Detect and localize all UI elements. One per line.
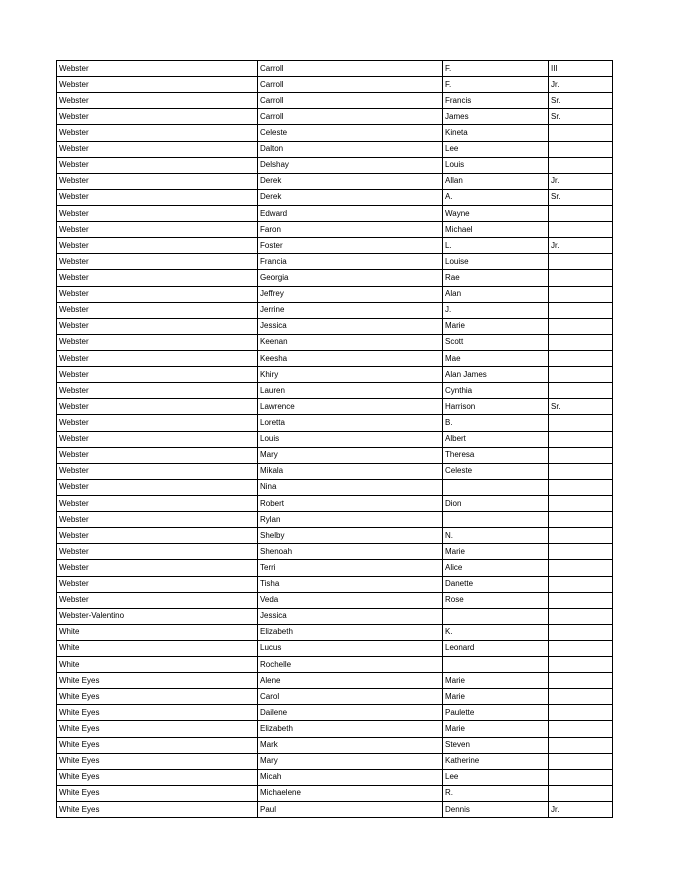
first-name-cell: Lucus — [258, 640, 443, 656]
last-name-cell: White Eyes — [57, 753, 258, 769]
last-name-cell: Webster — [57, 77, 258, 93]
table-row — [57, 785, 613, 801]
middle-name-cell: Marie — [443, 318, 549, 334]
table-row — [57, 415, 613, 431]
first-name-cell: Foster — [258, 238, 443, 254]
table-row — [57, 673, 613, 689]
first-name-cell: Mark — [258, 737, 443, 753]
first-name-cell: Edward — [258, 205, 443, 221]
first-name-cell: Alene — [258, 673, 443, 689]
last-name-cell: Webster — [57, 576, 258, 592]
suffix-cell — [549, 286, 613, 302]
first-name-cell: Nina — [258, 479, 443, 495]
last-name-cell: Webster — [57, 528, 258, 544]
table-row — [57, 205, 613, 221]
table-row — [57, 463, 613, 479]
last-name-cell: Webster — [57, 399, 258, 415]
middle-name-cell: Rose — [443, 592, 549, 608]
middle-name-cell: Mae — [443, 350, 549, 366]
first-name-cell: Louis — [258, 431, 443, 447]
middle-name-cell: Harrison — [443, 399, 549, 415]
table-row — [57, 512, 613, 528]
table-row — [57, 189, 613, 205]
suffix-cell — [549, 689, 613, 705]
table-row — [57, 383, 613, 399]
last-name-cell: Webster — [57, 222, 258, 238]
table-row — [57, 367, 613, 383]
middle-name-cell: Wayne — [443, 205, 549, 221]
table-row — [57, 640, 613, 656]
last-name-cell: Webster — [57, 61, 258, 77]
table-row — [57, 141, 613, 157]
last-name-cell: Webster — [57, 125, 258, 141]
suffix-cell — [549, 544, 613, 560]
middle-name-cell: F. — [443, 77, 549, 93]
table-row — [57, 705, 613, 721]
table-row — [57, 447, 613, 463]
table-row — [57, 318, 613, 334]
last-name-cell: White Eyes — [57, 737, 258, 753]
middle-name-cell: Marie — [443, 673, 549, 689]
middle-name-cell: Albert — [443, 431, 549, 447]
middle-name-cell: L. — [443, 238, 549, 254]
first-name-cell: Rylan — [258, 512, 443, 528]
suffix-cell — [549, 705, 613, 721]
suffix-cell — [549, 141, 613, 157]
last-name-cell: White Eyes — [57, 705, 258, 721]
suffix-cell — [549, 205, 613, 221]
table-row — [57, 544, 613, 560]
middle-name-cell — [443, 657, 549, 673]
suffix-cell — [549, 302, 613, 318]
names-table — [56, 60, 613, 818]
last-name-cell: Webster — [57, 270, 258, 286]
first-name-cell: Keesha — [258, 350, 443, 366]
middle-name-cell: Lee — [443, 769, 549, 785]
last-name-cell: White — [57, 657, 258, 673]
middle-name-cell: K. — [443, 624, 549, 640]
middle-name-cell: Danette — [443, 576, 549, 592]
middle-name-cell: Celeste — [443, 463, 549, 479]
last-name-cell: Webster — [57, 447, 258, 463]
first-name-cell: Derek — [258, 173, 443, 189]
suffix-cell — [549, 657, 613, 673]
middle-name-cell: Marie — [443, 721, 549, 737]
suffix-cell — [549, 367, 613, 383]
suffix-cell — [549, 383, 613, 399]
suffix-cell — [549, 560, 613, 576]
first-name-cell: Michaelene — [258, 785, 443, 801]
last-name-cell: Webster — [57, 286, 258, 302]
middle-name-cell: R. — [443, 785, 549, 801]
suffix-cell: Sr. — [549, 189, 613, 205]
suffix-cell: III — [549, 61, 613, 77]
suffix-cell: Jr. — [549, 173, 613, 189]
table-row — [57, 592, 613, 608]
first-name-cell: Celeste — [258, 125, 443, 141]
last-name-cell: Webster — [57, 141, 258, 157]
middle-name-cell: Francis — [443, 93, 549, 109]
last-name-cell: White Eyes — [57, 673, 258, 689]
middle-name-cell: Alan James — [443, 367, 549, 383]
last-name-cell: Webster — [57, 318, 258, 334]
suffix-cell — [549, 576, 613, 592]
last-name-cell: Webster — [57, 238, 258, 254]
middle-name-cell: Louis — [443, 157, 549, 173]
middle-name-cell: Louise — [443, 254, 549, 270]
suffix-cell — [549, 415, 613, 431]
table-row — [57, 334, 613, 350]
first-name-cell: Jerrine — [258, 302, 443, 318]
table-row — [57, 77, 613, 93]
first-name-cell: Mikala — [258, 463, 443, 479]
suffix-cell — [549, 270, 613, 286]
first-name-cell: Elizabeth — [258, 721, 443, 737]
middle-name-cell — [443, 608, 549, 624]
table-row — [57, 109, 613, 125]
middle-name-cell: Steven — [443, 737, 549, 753]
last-name-cell: White — [57, 640, 258, 656]
suffix-cell — [549, 512, 613, 528]
last-name-cell: Webster — [57, 350, 258, 366]
middle-name-cell: Lee — [443, 141, 549, 157]
first-name-cell: Jessica — [258, 318, 443, 334]
suffix-cell — [549, 125, 613, 141]
first-name-cell: Keenan — [258, 334, 443, 350]
suffix-cell — [549, 624, 613, 640]
suffix-cell — [549, 495, 613, 511]
first-name-cell: Robert — [258, 495, 443, 511]
last-name-cell: Webster — [57, 415, 258, 431]
middle-name-cell: Paulette — [443, 705, 549, 721]
first-name-cell: Carroll — [258, 93, 443, 109]
suffix-cell — [549, 431, 613, 447]
table-row — [57, 495, 613, 511]
suffix-cell — [549, 463, 613, 479]
middle-name-cell: Cynthia — [443, 383, 549, 399]
table-row — [57, 576, 613, 592]
suffix-cell — [549, 334, 613, 350]
suffix-cell — [549, 318, 613, 334]
middle-name-cell: Dennis — [443, 802, 549, 818]
middle-name-cell: F. — [443, 61, 549, 77]
table-row — [57, 689, 613, 705]
first-name-cell: Lawrence — [258, 399, 443, 415]
suffix-cell — [549, 447, 613, 463]
first-name-cell: Carroll — [258, 109, 443, 125]
last-name-cell: Webster — [57, 334, 258, 350]
first-name-cell: Georgia — [258, 270, 443, 286]
first-name-cell: Shelby — [258, 528, 443, 544]
suffix-cell — [549, 785, 613, 801]
table-row — [57, 61, 613, 77]
first-name-cell: Francia — [258, 254, 443, 270]
middle-name-cell — [443, 512, 549, 528]
middle-name-cell — [443, 479, 549, 495]
first-name-cell: Terri — [258, 560, 443, 576]
suffix-cell: Jr. — [549, 802, 613, 818]
last-name-cell: Webster — [57, 544, 258, 560]
middle-name-cell: Michael — [443, 222, 549, 238]
suffix-cell — [549, 737, 613, 753]
first-name-cell: Mary — [258, 447, 443, 463]
suffix-cell — [549, 608, 613, 624]
last-name-cell: Webster — [57, 495, 258, 511]
first-name-cell: Faron — [258, 222, 443, 238]
first-name-cell: Khiry — [258, 367, 443, 383]
last-name-cell: White Eyes — [57, 721, 258, 737]
last-name-cell: Webster — [57, 367, 258, 383]
middle-name-cell: A. — [443, 189, 549, 205]
table-row — [57, 173, 613, 189]
last-name-cell: Webster — [57, 189, 258, 205]
middle-name-cell: Theresa — [443, 447, 549, 463]
last-name-cell: Webster — [57, 512, 258, 528]
table-row — [57, 479, 613, 495]
table-row — [57, 399, 613, 415]
suffix-cell: Sr. — [549, 399, 613, 415]
suffix-cell — [549, 673, 613, 689]
suffix-cell — [549, 721, 613, 737]
first-name-cell: Veda — [258, 592, 443, 608]
first-name-cell: Jessica — [258, 608, 443, 624]
suffix-cell: Jr. — [549, 238, 613, 254]
table-row — [57, 560, 613, 576]
middle-name-cell: Marie — [443, 689, 549, 705]
last-name-cell: Webster — [57, 383, 258, 399]
last-name-cell: White Eyes — [57, 769, 258, 785]
suffix-cell — [549, 222, 613, 238]
table-row — [57, 608, 613, 624]
middle-name-cell: Marie — [443, 544, 549, 560]
middle-name-cell: Dion — [443, 495, 549, 511]
last-name-cell: Webster — [57, 463, 258, 479]
table-row — [57, 302, 613, 318]
first-name-cell: Dailene — [258, 705, 443, 721]
last-name-cell: White Eyes — [57, 689, 258, 705]
last-name-cell: Webster — [57, 205, 258, 221]
table-row — [57, 721, 613, 737]
names-table-body — [57, 61, 613, 818]
first-name-cell: Mary — [258, 753, 443, 769]
last-name-cell: Webster — [57, 93, 258, 109]
middle-name-cell: Leonard — [443, 640, 549, 656]
table-row — [57, 350, 613, 366]
suffix-cell — [549, 350, 613, 366]
first-name-cell: Carroll — [258, 77, 443, 93]
last-name-cell: White Eyes — [57, 785, 258, 801]
middle-name-cell: Alice — [443, 560, 549, 576]
middle-name-cell: Rae — [443, 270, 549, 286]
suffix-cell — [549, 753, 613, 769]
suffix-cell — [549, 479, 613, 495]
table-row — [57, 753, 613, 769]
table-row — [57, 431, 613, 447]
table-row — [57, 286, 613, 302]
table-row — [57, 624, 613, 640]
last-name-cell: Webster-Valentino — [57, 608, 258, 624]
table-row — [57, 737, 613, 753]
first-name-cell: Dalton — [258, 141, 443, 157]
last-name-cell: Webster — [57, 479, 258, 495]
table-row — [57, 802, 613, 818]
table-row — [57, 528, 613, 544]
first-name-cell: Carroll — [258, 61, 443, 77]
first-name-cell: Paul — [258, 802, 443, 818]
suffix-cell — [549, 640, 613, 656]
first-name-cell: Derek — [258, 189, 443, 205]
last-name-cell: Webster — [57, 431, 258, 447]
middle-name-cell: B. — [443, 415, 549, 431]
table-row — [57, 157, 613, 173]
suffix-cell — [549, 254, 613, 270]
suffix-cell — [549, 592, 613, 608]
suffix-cell: Sr. — [549, 93, 613, 109]
middle-name-cell: James — [443, 109, 549, 125]
first-name-cell: Shenoah — [258, 544, 443, 560]
table-row — [57, 238, 613, 254]
table-row — [57, 93, 613, 109]
last-name-cell: Webster — [57, 173, 258, 189]
last-name-cell: Webster — [57, 560, 258, 576]
table-row — [57, 125, 613, 141]
suffix-cell — [549, 157, 613, 173]
middle-name-cell: Scott — [443, 334, 549, 350]
first-name-cell: Lauren — [258, 383, 443, 399]
first-name-cell: Rochelle — [258, 657, 443, 673]
table-row — [57, 254, 613, 270]
first-name-cell: Delshay — [258, 157, 443, 173]
table-row — [57, 270, 613, 286]
suffix-cell — [549, 769, 613, 785]
middle-name-cell: Allan — [443, 173, 549, 189]
middle-name-cell: Alan — [443, 286, 549, 302]
last-name-cell: Webster — [57, 254, 258, 270]
last-name-cell: Webster — [57, 157, 258, 173]
first-name-cell: Elizabeth — [258, 624, 443, 640]
first-name-cell: Tisha — [258, 576, 443, 592]
middle-name-cell: Katherine — [443, 753, 549, 769]
suffix-cell: Jr. — [549, 77, 613, 93]
suffix-cell — [549, 528, 613, 544]
last-name-cell: Webster — [57, 592, 258, 608]
first-name-cell: Jeffrey — [258, 286, 443, 302]
last-name-cell: Webster — [57, 302, 258, 318]
middle-name-cell: Kineta — [443, 125, 549, 141]
first-name-cell: Carol — [258, 689, 443, 705]
middle-name-cell: J. — [443, 302, 549, 318]
table-row — [57, 222, 613, 238]
first-name-cell: Micah — [258, 769, 443, 785]
table-row — [57, 657, 613, 673]
suffix-cell: Sr. — [549, 109, 613, 125]
last-name-cell: White — [57, 624, 258, 640]
last-name-cell: Webster — [57, 109, 258, 125]
table-row — [57, 769, 613, 785]
middle-name-cell: N. — [443, 528, 549, 544]
first-name-cell: Loretta — [258, 415, 443, 431]
last-name-cell: White Eyes — [57, 802, 258, 818]
